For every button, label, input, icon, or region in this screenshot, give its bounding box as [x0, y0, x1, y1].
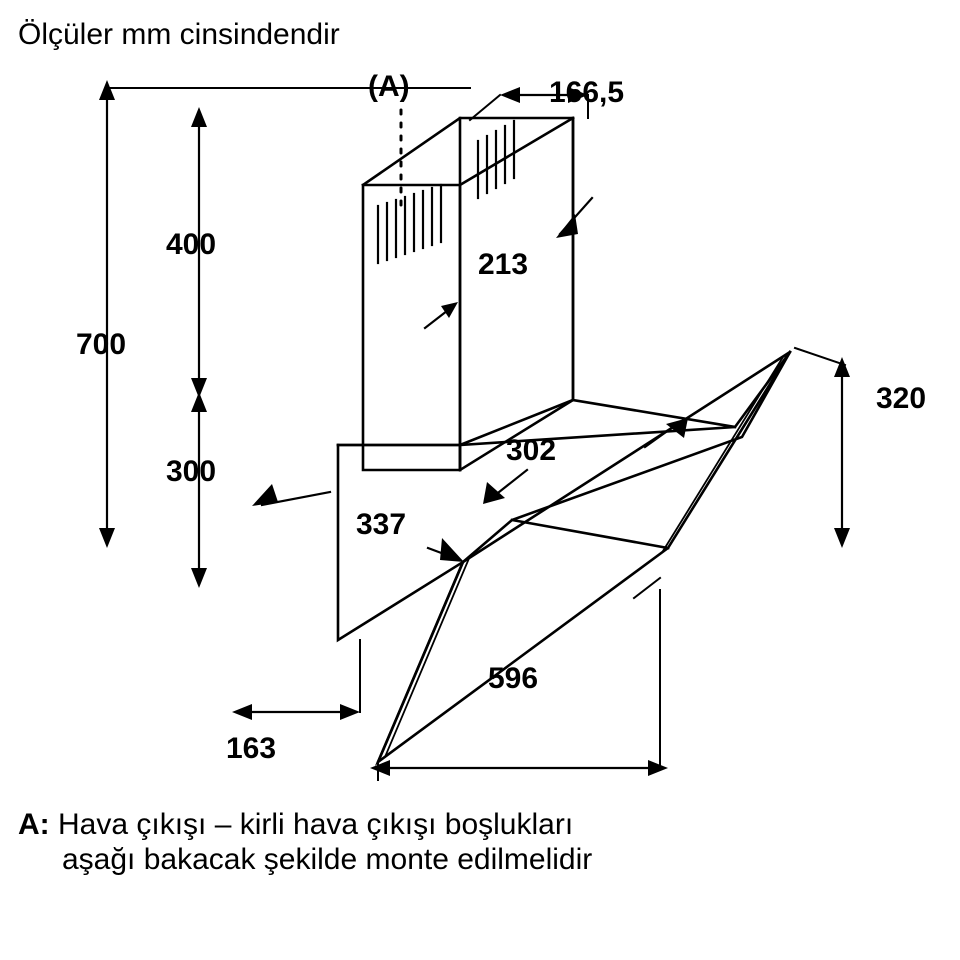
legend-line-2: aşağı bakacak şekilde monte edilmelidir [62, 842, 593, 876]
dim-chimney-width: 213 [478, 248, 529, 281]
dim-total-height: 700 [76, 328, 127, 361]
glass-panel-face [378, 352, 790, 762]
dim-body-width: 337 [356, 508, 407, 541]
dim-body-height: 300 [166, 455, 217, 488]
dim-chimney-depth-top: 166,5 [549, 76, 625, 109]
chimney-side-face [363, 118, 573, 470]
vent-louvres-front [378, 185, 441, 263]
panel-thickness-right [663, 357, 783, 551]
legend-key: A: [18, 808, 50, 841]
glass-panel-inner-edge [512, 520, 668, 548]
legend-line-1: Hava çıkışı – kirli hava çıkışı boşlukları [58, 808, 574, 841]
units-note: Ölçüler mm cinsindendir [18, 18, 340, 51]
body-top-front [338, 445, 460, 470]
dim-chimney-height: 400 [166, 228, 217, 261]
dim-glass-height: 320 [876, 382, 927, 415]
dim-wall-depth: 163 [226, 732, 277, 765]
vent-louvres-side [478, 121, 514, 198]
callout-a-label: (A) [368, 70, 410, 103]
legend-note [18, 808, 938, 877]
dim-canopy-depth: 302 [506, 434, 557, 467]
dim-appliance-width: 596 [488, 662, 539, 695]
